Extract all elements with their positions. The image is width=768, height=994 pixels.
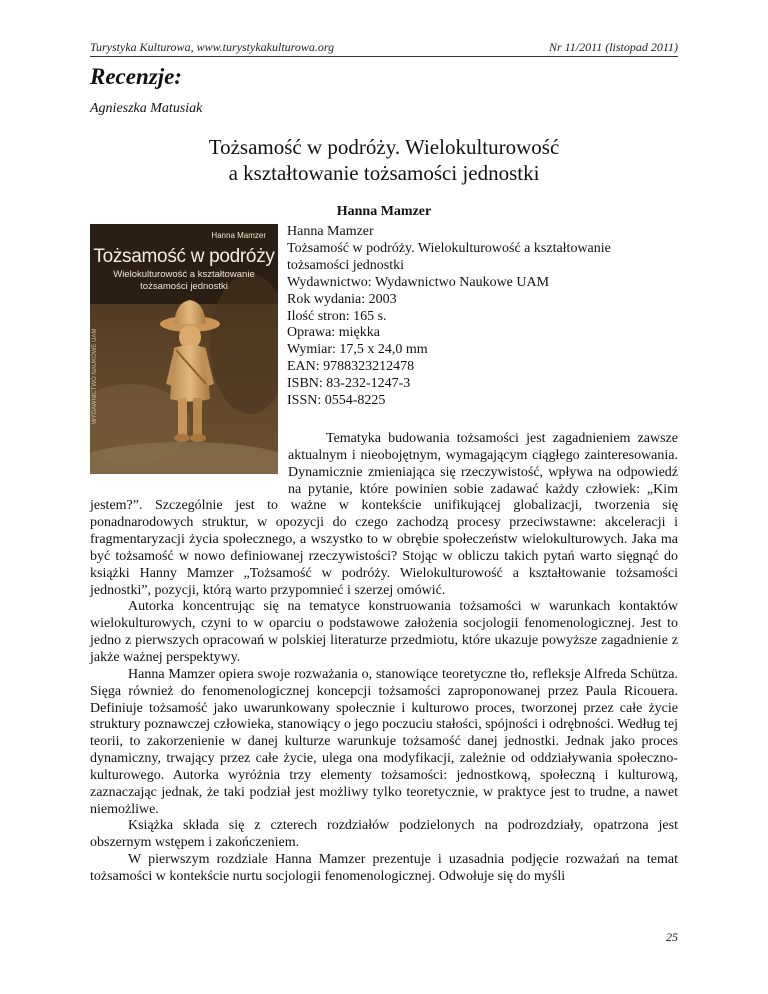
cover-title: Tożsamość w podróży xyxy=(93,246,275,267)
metadata-line: EAN: 9788323212478 xyxy=(287,359,415,375)
issue-info: Nr 11/2011 (listopad 2011) xyxy=(549,40,678,54)
metadata-line: tożsamości jednostki xyxy=(287,257,405,273)
paragraph: W pierwszym rozdziale Hanna Mamzer prezentuje i uzasadnia podjęcie rozważań na temat tożsamości w kontekście nurtu socjologii fenomenologicznej. Odwołuje się do myśli xyxy=(90,852,678,884)
book-title xyxy=(90,134,678,186)
journal-name: Turystyka Kulturowa, www.turystykakulturowa.org xyxy=(90,40,335,54)
section-title: Recenzje: xyxy=(90,64,182,89)
cover-subtitle xyxy=(90,269,278,293)
metadata-line: Oprawa: miękka xyxy=(287,325,380,341)
paragraph: Autorka koncentrując się na tematyce konstruowania tożsamości w warunkach kontaktów wielokulturowych, czyni to w oparciu o podstawowe założenia socjologii fenomenologicznej. Jest to jedno z pierwszych opracowań w polskiej literaturze przedmiotu, które ukazuje powyższe zagadnienie z jakże ważnej perspektywy. xyxy=(90,599,678,665)
running-head xyxy=(90,40,678,55)
review-body xyxy=(90,431,678,886)
book-author: Hanna Mamzer xyxy=(336,204,432,219)
cover-author: Hanna Mamzer xyxy=(211,231,266,240)
paragraph: Hanna Mamzer opiera swoje rozważania o, stanowiące teoretyczne tło, refleksje Alfreda Schütza. Sięga również do fenomenologicznej koncepcji tożsamości zaproponowanej przez Paula Ricouera. Definiuje tożsamość jako uwarunkowany społecznie i kulturowo proces, tworzonej przez całe życie struktury poznawczej człowieka, stanowiący o jego poczuciu stałości, spójności i odrębności. Według tej teorii, to zakorzenienie w danej kulturze warunkuje tożsamość danej jednostki. Jednak jako proces dynamiczny, trwający przez całe życie, ulega ona modyfikacji, zależnie od oddziaływania społeczno-kulturowego. Autorka wyróżnia trzy elementy tożsamości: jednostkową, społeczną i kulturową, zaznaczając jednak, że taki podział jest możliwy tylko teoretycznie, w praktyce jest to trudne, a nawet niemożliwe. xyxy=(90,666,678,817)
book-title-line: Tożsamość w podróży. Wielokulturowość xyxy=(208,135,560,159)
page-number: 25 xyxy=(666,930,678,944)
cover-wrap-spacer xyxy=(90,431,288,483)
review-author: Agnieszka Matusiak xyxy=(90,101,203,116)
paragraph: Książka składa się z czterech rozdziałów podzielonych na podrozdziały, opatrzona jest obszernym wstępem i zakończeniem. xyxy=(90,818,678,851)
cover-publisher: WYDAWNICTWO NAUKOWE UAM xyxy=(92,328,98,424)
paragraph: Tematyka budowania tożsamości jest zagadnieniem zawsze aktualnym i nieobojętnym, wymagającym ciągłego zainteresowania. Dynamicznie zmieniająca się rzeczywistość, wpływa na odpowiedź na pytanie, które powinien sobie zadawać każdy człowiek: „Kim jestem?”. Szczególnie jest to ważne w kontekście unifikującej globalizacji, tworzenia się ponadnarodowych struktur, w opozycji do czego zachodzą procesy przeciwstawne: akceleracji i fragmentaryzacji życia społecznego, a wszystko to w obrębie społeczeństw wielokulturowych. Jaka ma być tożsamość w nowo definiowanej rzeczywistości? Stojąc w obliczu takich pytań warto sięgnąć do książki Hanny Mamzer „Tożsamość w podróży. Wielokulturowość a kształtowanie tożsamości jednostki”, pozycji, którą warto przypomnieć i szerzej omówić. xyxy=(90,431,678,598)
metadata-line: ISSN: 0554-8225 xyxy=(287,393,386,409)
metadata-line: Hanna Mamzer xyxy=(287,224,374,239)
metadata-line: Rok wydania: 2003 xyxy=(287,291,397,307)
cover-subtitle-line: tożsamości jednostki xyxy=(140,281,228,292)
metadata-line: Ilość stron: 165 s. xyxy=(287,308,387,324)
header-rule xyxy=(90,56,678,57)
metadata-line: Tożsamość w podróży. Wielokulturowość a kształtowanie xyxy=(287,240,611,256)
metadata-line: Wymiar: 17,5 x 24,0 mm xyxy=(287,342,428,358)
cover-subtitle-line: Wielokulturowość a kształtowanie xyxy=(113,269,255,280)
book-title-line: a kształtowanie tożsamości jednostki xyxy=(228,161,540,185)
metadata-line: ISBN: 83-232-1247-3 xyxy=(287,376,411,392)
book-metadata xyxy=(287,224,678,410)
metadata-line: Wydawnictwo: Wydawnictwo Naukowe UAM xyxy=(287,274,550,290)
